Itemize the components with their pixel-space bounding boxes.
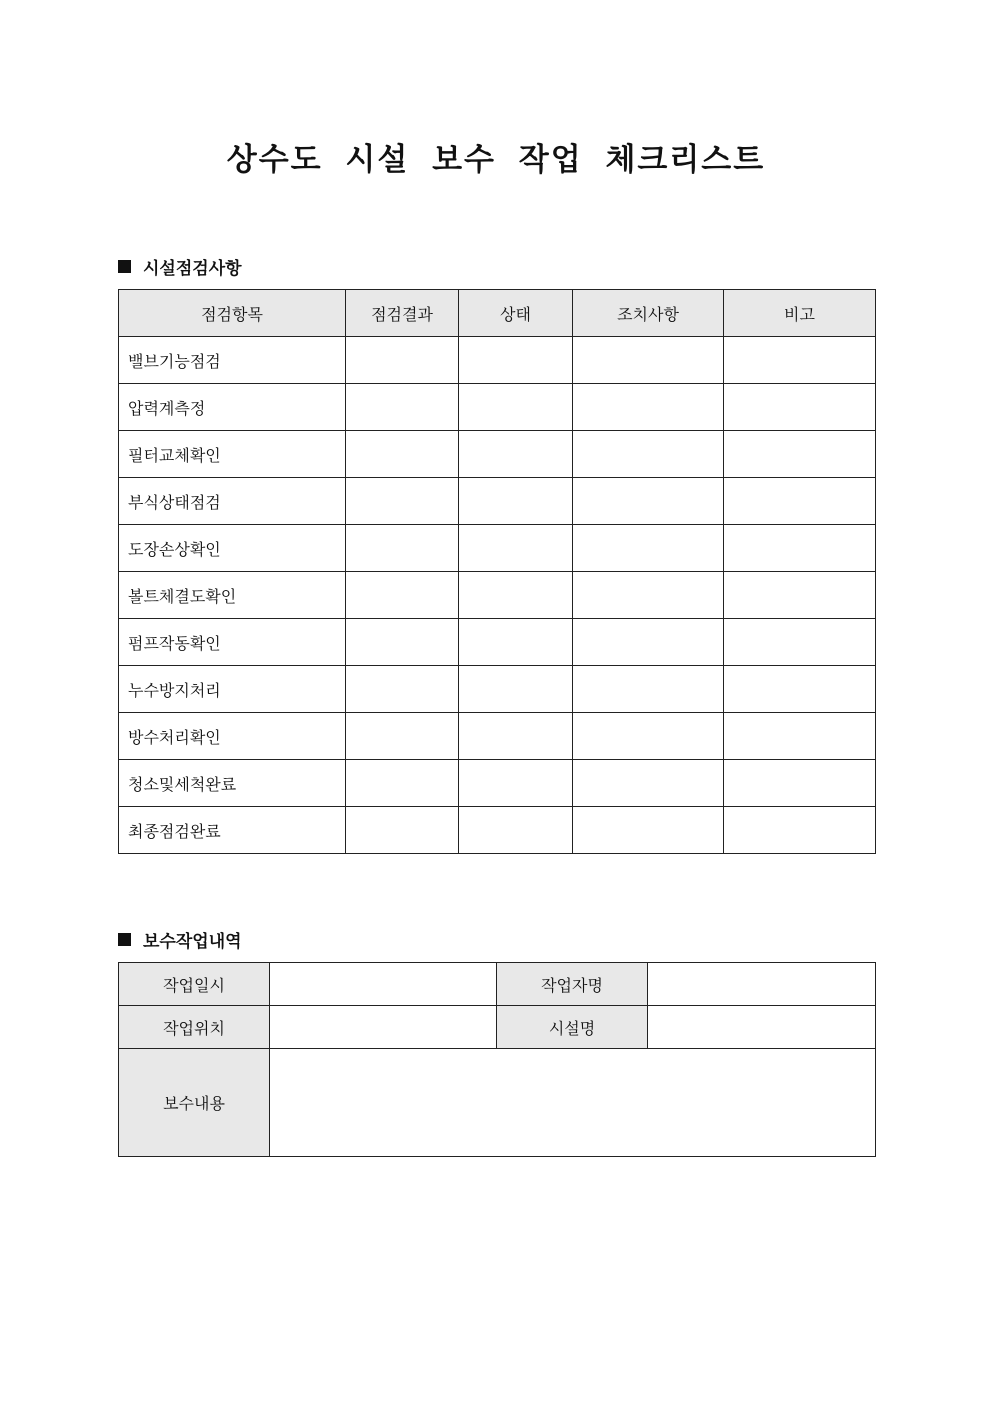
remarks-cell[interactable] bbox=[724, 807, 876, 854]
table-row bbox=[119, 760, 876, 807]
work-record-table bbox=[118, 962, 876, 1157]
remarks-cell[interactable] bbox=[724, 384, 876, 431]
item-label: 누수방지처리 bbox=[119, 666, 346, 713]
column-header-result: 점검결과 bbox=[346, 290, 459, 337]
facility-name-field[interactable] bbox=[648, 1006, 876, 1049]
item-label: 방수처리확인 bbox=[119, 713, 346, 760]
item-label: 볼트체결도확인 bbox=[119, 572, 346, 619]
result-cell[interactable] bbox=[346, 807, 459, 854]
table-row bbox=[119, 713, 876, 760]
action-cell[interactable] bbox=[573, 525, 724, 572]
remarks-cell[interactable] bbox=[724, 572, 876, 619]
inspection-section-heading bbox=[118, 254, 242, 279]
result-cell[interactable] bbox=[346, 760, 459, 807]
work-section-heading bbox=[118, 927, 242, 952]
result-cell[interactable] bbox=[346, 337, 459, 384]
action-cell[interactable] bbox=[573, 666, 724, 713]
column-header-remarks: 비고 bbox=[724, 290, 876, 337]
result-cell[interactable] bbox=[346, 431, 459, 478]
result-cell[interactable] bbox=[346, 478, 459, 525]
work-date-label: 작업일시 bbox=[119, 963, 270, 1006]
action-cell[interactable] bbox=[573, 384, 724, 431]
remarks-cell[interactable] bbox=[724, 713, 876, 760]
item-label: 압력계측정 bbox=[119, 384, 346, 431]
repair-details-field[interactable] bbox=[270, 1049, 876, 1157]
item-label: 밸브기능점검 bbox=[119, 337, 346, 384]
status-cell[interactable] bbox=[459, 337, 573, 384]
remarks-cell[interactable] bbox=[724, 619, 876, 666]
remarks-cell[interactable] bbox=[724, 478, 876, 525]
item-label: 청소및세척완료 bbox=[119, 760, 346, 807]
repair-details-label: 보수내용 bbox=[119, 1049, 270, 1157]
document-title: 상수도 시설 보수 작업 체크리스트 bbox=[226, 142, 766, 178]
result-cell[interactable] bbox=[346, 384, 459, 431]
inspection-heading-text: 시설점검사항 bbox=[143, 259, 242, 279]
action-cell[interactable] bbox=[573, 478, 724, 525]
item-label: 필터교체확인 bbox=[119, 431, 346, 478]
worker-name-field[interactable] bbox=[648, 963, 876, 1006]
table-row bbox=[119, 478, 876, 525]
status-cell[interactable] bbox=[459, 807, 573, 854]
item-label: 최종점검완료 bbox=[119, 807, 346, 854]
table-row bbox=[119, 666, 876, 713]
status-cell[interactable] bbox=[459, 384, 573, 431]
table-row bbox=[119, 525, 876, 572]
status-cell[interactable] bbox=[459, 525, 573, 572]
remarks-cell[interactable] bbox=[724, 666, 876, 713]
action-cell[interactable] bbox=[573, 572, 724, 619]
status-cell[interactable] bbox=[459, 431, 573, 478]
action-cell[interactable] bbox=[573, 431, 724, 478]
square-bullet-icon bbox=[118, 260, 131, 273]
table-row bbox=[119, 572, 876, 619]
status-cell[interactable] bbox=[459, 619, 573, 666]
result-cell[interactable] bbox=[346, 666, 459, 713]
column-header-status: 상태 bbox=[459, 290, 573, 337]
square-bullet-icon bbox=[118, 933, 131, 946]
table-row bbox=[119, 619, 876, 666]
column-header-action: 조치사항 bbox=[573, 290, 724, 337]
table-row bbox=[119, 337, 876, 384]
action-cell[interactable] bbox=[573, 619, 724, 666]
table-row bbox=[119, 384, 876, 431]
column-header-item: 점검항목 bbox=[119, 290, 346, 337]
table-row bbox=[119, 963, 876, 1006]
action-cell[interactable] bbox=[573, 760, 724, 807]
work-heading-text: 보수작업내역 bbox=[143, 932, 242, 952]
status-cell[interactable] bbox=[459, 478, 573, 525]
remarks-cell[interactable] bbox=[724, 525, 876, 572]
work-location-field[interactable] bbox=[270, 1006, 497, 1049]
status-cell[interactable] bbox=[459, 760, 573, 807]
facility-name-label: 시설명 bbox=[497, 1006, 648, 1049]
remarks-cell[interactable] bbox=[724, 337, 876, 384]
item-label: 도장손상확인 bbox=[119, 525, 346, 572]
table-row bbox=[119, 1006, 876, 1049]
action-cell[interactable] bbox=[573, 713, 724, 760]
table-row bbox=[119, 807, 876, 854]
action-cell[interactable] bbox=[573, 807, 724, 854]
work-date-field[interactable] bbox=[270, 963, 497, 1006]
status-cell[interactable] bbox=[459, 572, 573, 619]
result-cell[interactable] bbox=[346, 525, 459, 572]
result-cell[interactable] bbox=[346, 619, 459, 666]
result-cell[interactable] bbox=[346, 572, 459, 619]
result-cell[interactable] bbox=[346, 713, 459, 760]
status-cell[interactable] bbox=[459, 713, 573, 760]
table-row bbox=[119, 431, 876, 478]
action-cell[interactable] bbox=[573, 337, 724, 384]
work-location-label: 작업위치 bbox=[119, 1006, 270, 1049]
remarks-cell[interactable] bbox=[724, 431, 876, 478]
table-header-row bbox=[119, 290, 876, 337]
inspection-checklist-table bbox=[118, 289, 876, 854]
item-label: 부식상태점검 bbox=[119, 478, 346, 525]
table-row bbox=[119, 1049, 876, 1157]
status-cell[interactable] bbox=[459, 666, 573, 713]
worker-name-label: 작업자명 bbox=[497, 963, 648, 1006]
item-label: 펌프작동확인 bbox=[119, 619, 346, 666]
remarks-cell[interactable] bbox=[724, 760, 876, 807]
